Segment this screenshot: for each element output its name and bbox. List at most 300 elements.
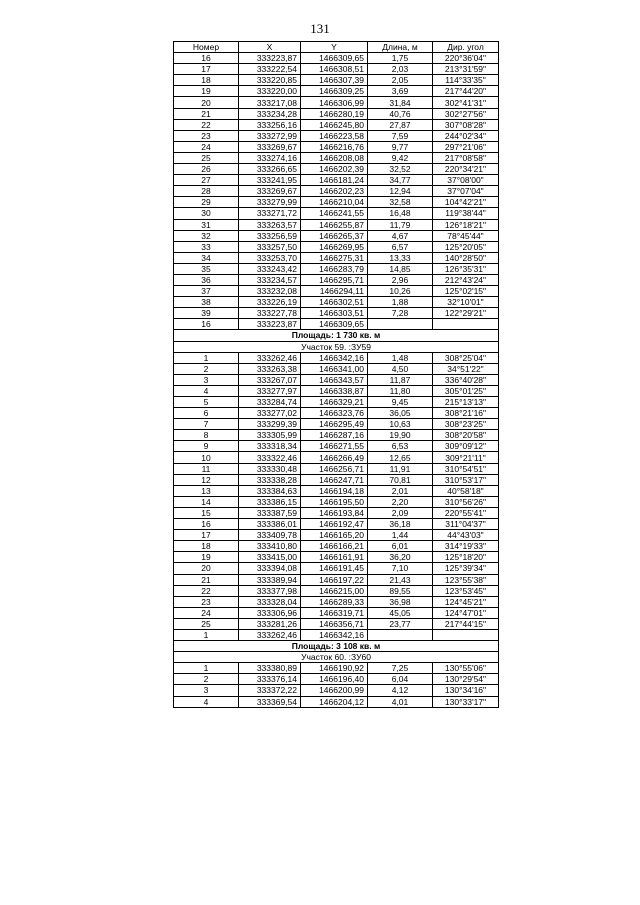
- cell-length: 45,05: [368, 607, 433, 618]
- cell-length: 14,85: [368, 263, 433, 274]
- cell-length: 2,09: [368, 507, 433, 518]
- cell-bearing: 34°51'22": [433, 363, 499, 374]
- cell-y: 1466181,24: [301, 175, 368, 186]
- cell-length: 11,80: [368, 385, 433, 396]
- cell-bearing: 130°29'54": [433, 674, 499, 685]
- table-row: [174, 363, 499, 374]
- cell-y: 1466241,55: [301, 208, 368, 219]
- cell-y: 1466342,16: [301, 629, 368, 640]
- table-row: [174, 141, 499, 152]
- cell-number: 38: [174, 297, 239, 308]
- cell-bearing: 123°55'38": [433, 574, 499, 585]
- cell-bearing: 212°43'24": [433, 274, 499, 285]
- cell-bearing: 130°55'06": [433, 663, 499, 674]
- table-row: [174, 519, 499, 530]
- cell-bearing: 309°21'11": [433, 452, 499, 463]
- cell-bearing: 140°28'50": [433, 252, 499, 263]
- cell-length: 9,42: [368, 152, 433, 163]
- cell-number: 2: [174, 674, 239, 685]
- cell-x: 333305,99: [239, 430, 301, 441]
- cell-bearing: 302°41'31": [433, 97, 499, 108]
- cell-y: 1466283,79: [301, 263, 368, 274]
- cell-y: 1466265,37: [301, 230, 368, 241]
- cell-y: 1466287,16: [301, 430, 368, 441]
- cell-x: 333386,01: [239, 519, 301, 530]
- cell-length: 6,01: [368, 541, 433, 552]
- cell-y: 1466255,87: [301, 219, 368, 230]
- cell-number: 15: [174, 507, 239, 518]
- table-row: [174, 130, 499, 141]
- cell-length: 7,25: [368, 663, 433, 674]
- cell-x: 333243,42: [239, 263, 301, 274]
- cell-length: 3,69: [368, 86, 433, 97]
- cell-x: 333271,72: [239, 208, 301, 219]
- cell-length: 23,77: [368, 618, 433, 629]
- cell-bearing: 308°20'58": [433, 430, 499, 441]
- cell-y: 1466247,71: [301, 474, 368, 485]
- cell-bearing: 125°02'15": [433, 286, 499, 297]
- cell-y: 1466200,99: [301, 685, 368, 696]
- cell-x: 333226,19: [239, 297, 301, 308]
- cell-x: 333262,46: [239, 629, 301, 640]
- table-row: [174, 685, 499, 696]
- cell-length: 2,03: [368, 64, 433, 75]
- cell-bearing: 217°08'58": [433, 152, 499, 163]
- header-number: Номер: [174, 42, 239, 53]
- header-x: X: [239, 42, 301, 53]
- cell-number: 20: [174, 97, 239, 108]
- cell-bearing: 217°44'20": [433, 86, 499, 97]
- parcel-title: Участок 59. :ЗУ59: [174, 341, 499, 352]
- cell-y: 1466309,65: [301, 319, 368, 330]
- cell-y: 1466342,16: [301, 352, 368, 363]
- cell-number: 28: [174, 186, 239, 197]
- table-row: [174, 274, 499, 285]
- cell-y: 1466294,11: [301, 286, 368, 297]
- coordinates-table: [173, 41, 499, 708]
- cell-length: 40,76: [368, 108, 433, 119]
- table-row: [174, 408, 499, 419]
- cell-y: 1466306,99: [301, 97, 368, 108]
- cell-x: 333409,78: [239, 530, 301, 541]
- table-row: [174, 463, 499, 474]
- cell-bearing: 123°53'45": [433, 585, 499, 596]
- cell-bearing: 130°33'17": [433, 696, 499, 707]
- cell-number: 14: [174, 496, 239, 507]
- cell-x: 333384,63: [239, 485, 301, 496]
- cell-bearing: [433, 629, 499, 640]
- cell-bearing: 310°53'17": [433, 474, 499, 485]
- cell-number: 25: [174, 618, 239, 629]
- cell-length: 11,87: [368, 374, 433, 385]
- cell-length: 36,20: [368, 552, 433, 563]
- cell-x: 333266,65: [239, 164, 301, 175]
- table-row: [174, 419, 499, 430]
- cell-bearing: 220°55'41": [433, 507, 499, 518]
- cell-x: 333217,08: [239, 97, 301, 108]
- cell-x: 333234,57: [239, 274, 301, 285]
- cell-length: 2,96: [368, 274, 433, 285]
- cell-length: 16,48: [368, 208, 433, 219]
- cell-bearing: 297°21'06": [433, 141, 499, 152]
- cell-length: 32,52: [368, 164, 433, 175]
- cell-bearing: 130°34'16": [433, 685, 499, 696]
- header-bearing: Дир. угол: [433, 42, 499, 53]
- cell-bearing: 104°42'21": [433, 197, 499, 208]
- cell-number: 16: [174, 319, 239, 330]
- cell-x: 333241,95: [239, 175, 301, 186]
- cell-length: 2,05: [368, 75, 433, 86]
- cell-length: 9,45: [368, 397, 433, 408]
- cell-bearing: 37°07'04": [433, 186, 499, 197]
- cell-length: 4,50: [368, 363, 433, 374]
- header-length: Длина, м: [368, 42, 433, 53]
- cell-number: 11: [174, 463, 239, 474]
- table-body: [174, 53, 499, 708]
- cell-x: 333223,87: [239, 319, 301, 330]
- table-row: [174, 241, 499, 252]
- cell-bearing: 308°21'16": [433, 408, 499, 419]
- cell-bearing: 310°54'51": [433, 463, 499, 474]
- table-row: [174, 175, 499, 186]
- table-row: [174, 208, 499, 219]
- cell-length: 31,84: [368, 97, 433, 108]
- cell-length: 11,79: [368, 219, 433, 230]
- cell-x: 333387,59: [239, 507, 301, 518]
- cell-x: 333232,08: [239, 286, 301, 297]
- cell-length: 2,20: [368, 496, 433, 507]
- cell-x: 333267,07: [239, 374, 301, 385]
- cell-y: 1466202,39: [301, 164, 368, 175]
- cell-number: 3: [174, 685, 239, 696]
- cell-number: 3: [174, 374, 239, 385]
- cell-number: 6: [174, 408, 239, 419]
- cell-length: 4,01: [368, 696, 433, 707]
- cell-x: 333257,50: [239, 241, 301, 252]
- page-number: 131: [310, 21, 330, 36]
- cell-bearing: 336°40'28": [433, 374, 499, 385]
- header-y: Y: [301, 42, 368, 53]
- cell-y: 1466204,12: [301, 696, 368, 707]
- cell-y: 1466280,19: [301, 108, 368, 119]
- cell-number: 19: [174, 86, 239, 97]
- cell-bearing: 305°01'25": [433, 385, 499, 396]
- cell-number: 12: [174, 474, 239, 485]
- cell-y: 1466356,71: [301, 618, 368, 629]
- cell-x: 333256,16: [239, 119, 301, 130]
- cell-y: 1466165,20: [301, 530, 368, 541]
- cell-number: 22: [174, 119, 239, 130]
- cell-bearing: 32°10'01": [433, 297, 499, 308]
- cell-y: 1466208,08: [301, 152, 368, 163]
- cell-number: 9: [174, 441, 239, 452]
- cell-bearing: 308°25'04": [433, 352, 499, 363]
- cell-x: 333220,00: [239, 86, 301, 97]
- cell-number: 17: [174, 530, 239, 541]
- cell-number: 36: [174, 274, 239, 285]
- cell-length: 6,57: [368, 241, 433, 252]
- cell-x: 333223,87: [239, 53, 301, 64]
- cell-bearing: 302°27'56": [433, 108, 499, 119]
- table-row: [174, 75, 499, 86]
- table-row: [174, 441, 499, 452]
- cell-x: 333380,89: [239, 663, 301, 674]
- cell-x: 333372,22: [239, 685, 301, 696]
- cell-number: 23: [174, 130, 239, 141]
- cell-number: 4: [174, 385, 239, 396]
- cell-x: 333415,00: [239, 552, 301, 563]
- cell-y: 1466161,91: [301, 552, 368, 563]
- cell-length: 11,91: [368, 463, 433, 474]
- cell-number: 1: [174, 352, 239, 363]
- area-summary: Площадь: 1 730 кв. м: [174, 330, 499, 341]
- cell-bearing: 308°23'25": [433, 419, 499, 430]
- cell-y: 1466269,95: [301, 241, 368, 252]
- table-row: [174, 186, 499, 197]
- table-row: [174, 596, 499, 607]
- cell-length: 1,88: [368, 297, 433, 308]
- cell-number: 18: [174, 541, 239, 552]
- cell-length: 7,59: [368, 130, 433, 141]
- cell-length: 9,77: [368, 141, 433, 152]
- cell-x: 333234,28: [239, 108, 301, 119]
- cell-y: 1466202,23: [301, 186, 368, 197]
- cell-number: 19: [174, 552, 239, 563]
- cell-y: 1466197,22: [301, 574, 368, 585]
- table-row: [174, 496, 499, 507]
- cell-number: 1: [174, 663, 239, 674]
- cell-y: 1466193,84: [301, 507, 368, 518]
- cell-number: 21: [174, 108, 239, 119]
- cell-x: 333369,54: [239, 696, 301, 707]
- cell-number: 30: [174, 208, 239, 219]
- cell-length: 32,58: [368, 197, 433, 208]
- area-summary: Площадь: 3 108 кв. м: [174, 641, 499, 652]
- cell-bearing: 311°04'37": [433, 519, 499, 530]
- cell-y: 1466341,00: [301, 363, 368, 374]
- cell-number: 7: [174, 419, 239, 430]
- cell-x: 333299,39: [239, 419, 301, 430]
- cell-y: 1466166,21: [301, 541, 368, 552]
- cell-number: 24: [174, 141, 239, 152]
- cell-bearing: 314°19'33": [433, 541, 499, 552]
- cell-y: 1466307,39: [301, 75, 368, 86]
- cell-length: 6,04: [368, 674, 433, 685]
- cell-x: 333306,96: [239, 607, 301, 618]
- table-row: [174, 230, 499, 241]
- cell-x: 333386,15: [239, 496, 301, 507]
- cell-number: 22: [174, 585, 239, 596]
- cell-number: 17: [174, 64, 239, 75]
- cell-length: 1,44: [368, 530, 433, 541]
- cell-bearing: 125°18'20": [433, 552, 499, 563]
- cell-number: 13: [174, 485, 239, 496]
- cell-number: 37: [174, 286, 239, 297]
- cell-number: 32: [174, 230, 239, 241]
- cell-number: 16: [174, 519, 239, 530]
- cell-y: 1466266,49: [301, 452, 368, 463]
- cell-y: 1466194,18: [301, 485, 368, 496]
- table-row: [174, 64, 499, 75]
- cell-y: 1466192,47: [301, 519, 368, 530]
- cell-x: 333269,67: [239, 186, 301, 197]
- table-row: [174, 197, 499, 208]
- cell-bearing: 215°13'13": [433, 397, 499, 408]
- cell-length: 12,65: [368, 452, 433, 463]
- cell-bearing: [433, 319, 499, 330]
- cell-x: 333394,08: [239, 563, 301, 574]
- cell-length: 1,75: [368, 53, 433, 64]
- cell-y: 1466295,49: [301, 419, 368, 430]
- table-row: [174, 297, 499, 308]
- cell-y: 1466338,87: [301, 385, 368, 396]
- cell-y: 1466303,51: [301, 308, 368, 319]
- cell-number: 24: [174, 607, 239, 618]
- cell-length: 36,18: [368, 519, 433, 530]
- cell-bearing: 124°45'21": [433, 596, 499, 607]
- cell-length: 19,90: [368, 430, 433, 441]
- cell-length: [368, 319, 433, 330]
- cell-bearing: 310°56'26": [433, 496, 499, 507]
- cell-length: 10,26: [368, 286, 433, 297]
- table-row: [174, 397, 499, 408]
- cell-x: 333272,99: [239, 130, 301, 141]
- cell-number: 31: [174, 219, 239, 230]
- cell-number: 18: [174, 75, 239, 86]
- parcel-section-row: [174, 341, 499, 352]
- cell-bearing: 220°34'21": [433, 164, 499, 175]
- cell-x: 333318,34: [239, 441, 301, 452]
- table-row: [174, 53, 499, 64]
- cell-bearing: 122°29'21": [433, 308, 499, 319]
- cell-y: 1466245,80: [301, 119, 368, 130]
- table-row: [174, 252, 499, 263]
- cell-number: 39: [174, 308, 239, 319]
- table-row: [174, 374, 499, 385]
- table-row: [174, 86, 499, 97]
- cell-y: 1466323,76: [301, 408, 368, 419]
- table-row: [174, 552, 499, 563]
- cell-bearing: 78°45'44": [433, 230, 499, 241]
- table-row: [174, 629, 499, 640]
- cell-x: 333263,57: [239, 219, 301, 230]
- cell-number: 35: [174, 263, 239, 274]
- cell-bearing: 307°08'28": [433, 119, 499, 130]
- table-row: [174, 530, 499, 541]
- cell-length: 34,77: [368, 175, 433, 186]
- table-row: [174, 108, 499, 119]
- cell-number: 23: [174, 596, 239, 607]
- table-row: [174, 308, 499, 319]
- table-row: [174, 452, 499, 463]
- table-row: [174, 541, 499, 552]
- cell-y: 1466343,57: [301, 374, 368, 385]
- cell-number: 20: [174, 563, 239, 574]
- table-row: [174, 696, 499, 707]
- cell-length: 36,05: [368, 408, 433, 419]
- cell-y: 1466256,71: [301, 463, 368, 474]
- cell-x: 333284,74: [239, 397, 301, 408]
- table-row: [174, 585, 499, 596]
- cell-x: 333256,59: [239, 230, 301, 241]
- cell-length: 7,10: [368, 563, 433, 574]
- cell-y: 1466191,45: [301, 563, 368, 574]
- cell-bearing: 125°39'34": [433, 563, 499, 574]
- cell-bearing: 124°47'01": [433, 607, 499, 618]
- table-row: [174, 385, 499, 396]
- table-row: [174, 674, 499, 685]
- cell-y: 1466295,71: [301, 274, 368, 285]
- cell-x: 333281,26: [239, 618, 301, 629]
- cell-x: 333338,28: [239, 474, 301, 485]
- cell-y: 1466329,21: [301, 397, 368, 408]
- cell-y: 1466190,92: [301, 663, 368, 674]
- cell-number: 2: [174, 363, 239, 374]
- cell-x: 333389,94: [239, 574, 301, 585]
- table-row: [174, 352, 499, 363]
- table-row: [174, 574, 499, 585]
- cell-number: 10: [174, 452, 239, 463]
- table-row: [174, 485, 499, 496]
- cell-y: 1466216,76: [301, 141, 368, 152]
- table-row: [174, 263, 499, 274]
- cell-y: 1466196,40: [301, 674, 368, 685]
- cell-x: 333277,02: [239, 408, 301, 419]
- cell-bearing: 217°44'15": [433, 618, 499, 629]
- cell-x: 333263,38: [239, 363, 301, 374]
- cell-y: 1466271,55: [301, 441, 368, 452]
- cell-bearing: 44°43'03": [433, 530, 499, 541]
- table-row: [174, 607, 499, 618]
- cell-x: 333330,48: [239, 463, 301, 474]
- cell-y: 1466223,58: [301, 130, 368, 141]
- cell-number: 25: [174, 152, 239, 163]
- cell-bearing: 213°31'59": [433, 64, 499, 75]
- cell-x: 333262,46: [239, 352, 301, 363]
- table-row: [174, 152, 499, 163]
- cell-y: 1466319,71: [301, 607, 368, 618]
- cell-length: 2,01: [368, 485, 433, 496]
- table-row: [174, 563, 499, 574]
- cell-length: 27,87: [368, 119, 433, 130]
- cell-x: 333220,85: [239, 75, 301, 86]
- cell-number: 1: [174, 629, 239, 640]
- table-row: [174, 618, 499, 629]
- cell-x: 333227,78: [239, 308, 301, 319]
- cell-number: 34: [174, 252, 239, 263]
- cell-x: 333269,67: [239, 141, 301, 152]
- cell-length: 4,12: [368, 685, 433, 696]
- cell-y: 1466302,51: [301, 297, 368, 308]
- cell-x: 333277,97: [239, 385, 301, 396]
- cell-length: 12,94: [368, 186, 433, 197]
- cell-length: 36,98: [368, 596, 433, 607]
- cell-y: 1466195,50: [301, 496, 368, 507]
- cell-bearing: 114°33'35": [433, 75, 499, 86]
- cell-y: 1466289,33: [301, 596, 368, 607]
- cell-number: 21: [174, 574, 239, 585]
- cell-number: 26: [174, 164, 239, 175]
- cell-bearing: 220°36'04": [433, 53, 499, 64]
- cell-length: [368, 629, 433, 640]
- cell-x: 333376,14: [239, 674, 301, 685]
- table-row: [174, 119, 499, 130]
- cell-length: 10,63: [368, 419, 433, 430]
- cell-x: 333328,04: [239, 596, 301, 607]
- cell-number: 29: [174, 197, 239, 208]
- cell-number: 27: [174, 175, 239, 186]
- cell-length: 6,53: [368, 441, 433, 452]
